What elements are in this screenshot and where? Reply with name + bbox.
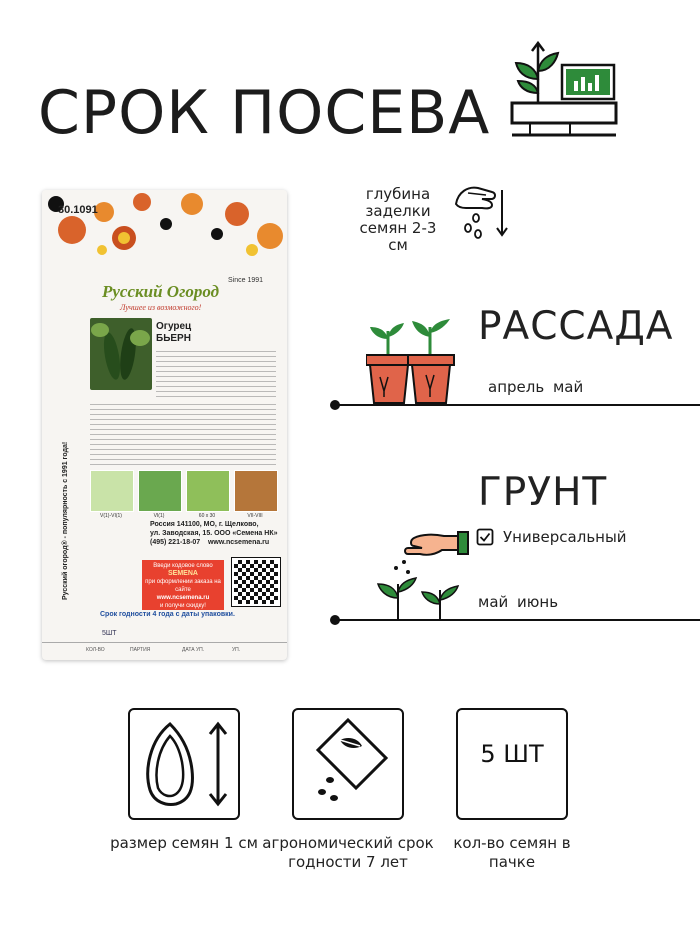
timeline-dot bbox=[330, 400, 340, 410]
packet-product-name: БЬЕРН bbox=[156, 333, 191, 344]
footer-label: ДАТА УП. bbox=[182, 647, 205, 653]
seed-packet-icon bbox=[294, 710, 402, 818]
packet-quantity: 5ШТ bbox=[102, 630, 117, 637]
packet-slogan: Лучшее из возможного! bbox=[120, 303, 202, 312]
seed-count-value: 5 ШТ bbox=[480, 740, 544, 768]
step-planting-image bbox=[186, 470, 230, 512]
step-label: 60 x 30 bbox=[198, 513, 216, 519]
seed-size-caption: размер семян 1 см bbox=[110, 834, 258, 852]
step-seedling-image bbox=[138, 470, 182, 512]
shelf-life-caption: агрономический срок годности 7 лет bbox=[262, 834, 434, 871]
seed-count-caption: кол-во семян в пачке bbox=[453, 834, 571, 871]
packet-steps bbox=[90, 470, 280, 519]
timeline-dot bbox=[330, 615, 340, 625]
packet-side-text: Русский огород® - популярность с 1991 года! bbox=[62, 441, 69, 600]
seedling-pots-icon bbox=[366, 317, 466, 407]
promo-word: SEMENA bbox=[168, 570, 198, 577]
packet-code: 30.1091 bbox=[58, 204, 98, 216]
packet-footer bbox=[42, 642, 287, 660]
seedling-heading: РАССАДА bbox=[478, 304, 674, 349]
promo-line: при оформлении заказа на сайте bbox=[145, 579, 221, 593]
checkbox-checked-icon bbox=[476, 528, 494, 546]
hand-watering-plants-icon bbox=[374, 528, 469, 620]
packet-promo bbox=[142, 560, 224, 610]
sowing-depth-label: глубина заделки семян 2-3 см bbox=[359, 185, 437, 254]
seed-count-box bbox=[456, 708, 568, 820]
seed-size-box bbox=[128, 708, 240, 820]
soil-type: Универсальный bbox=[503, 528, 627, 546]
promo-site: www.ncsemena.ru bbox=[156, 595, 210, 601]
cucumber-photo bbox=[90, 318, 152, 390]
promo-line: и получи скидку! bbox=[160, 603, 206, 609]
packet-address: Россия 141100, МО, г. Щелково, ул. Заводская, 15. ООО «Семена НК» (495) 221-18-07 www.ncsemena.ru bbox=[150, 521, 278, 546]
seed-packet-image bbox=[42, 190, 287, 660]
footer-label: ПАРТИЯ bbox=[130, 647, 151, 653]
step-sowing-image bbox=[90, 470, 134, 512]
seed-size-icon bbox=[130, 710, 238, 818]
shelf-life-box bbox=[292, 708, 404, 820]
packet-expiry: Срок годности 4 года с даты упаковки. bbox=[100, 611, 235, 618]
packet-agrotech-text bbox=[90, 400, 276, 466]
footer-label: КОЛ-ВО bbox=[86, 647, 105, 653]
step-harvest-image bbox=[234, 470, 278, 512]
packet-brand: Русский Огород bbox=[102, 282, 220, 301]
qr-code bbox=[232, 558, 280, 606]
packet-since: Since 1991 bbox=[228, 277, 264, 284]
step-label: VII-VIII bbox=[247, 513, 263, 519]
promo-line: Введи кодовое слово bbox=[153, 563, 213, 569]
ground-timeline bbox=[334, 619, 700, 621]
page-title: СРОК ПОСЕВА bbox=[38, 78, 491, 148]
packet-description-text bbox=[156, 347, 276, 397]
folk-ornament-decoration bbox=[42, 190, 287, 260]
plant-growth-chart-icon bbox=[510, 35, 622, 147]
seedling-months: апрель май bbox=[488, 378, 584, 396]
ground-months: май июнь bbox=[478, 593, 559, 611]
step-label: V(1)-VI(1) bbox=[100, 513, 122, 519]
packet-product-type: Огурец bbox=[156, 321, 192, 332]
step-label: VI(1) bbox=[153, 513, 165, 519]
footer-label: УП. bbox=[232, 647, 241, 653]
seedling-timeline bbox=[334, 404, 700, 406]
ground-heading: ГРУНТ bbox=[478, 470, 608, 515]
hand-seeds-depth-icon bbox=[452, 182, 514, 242]
